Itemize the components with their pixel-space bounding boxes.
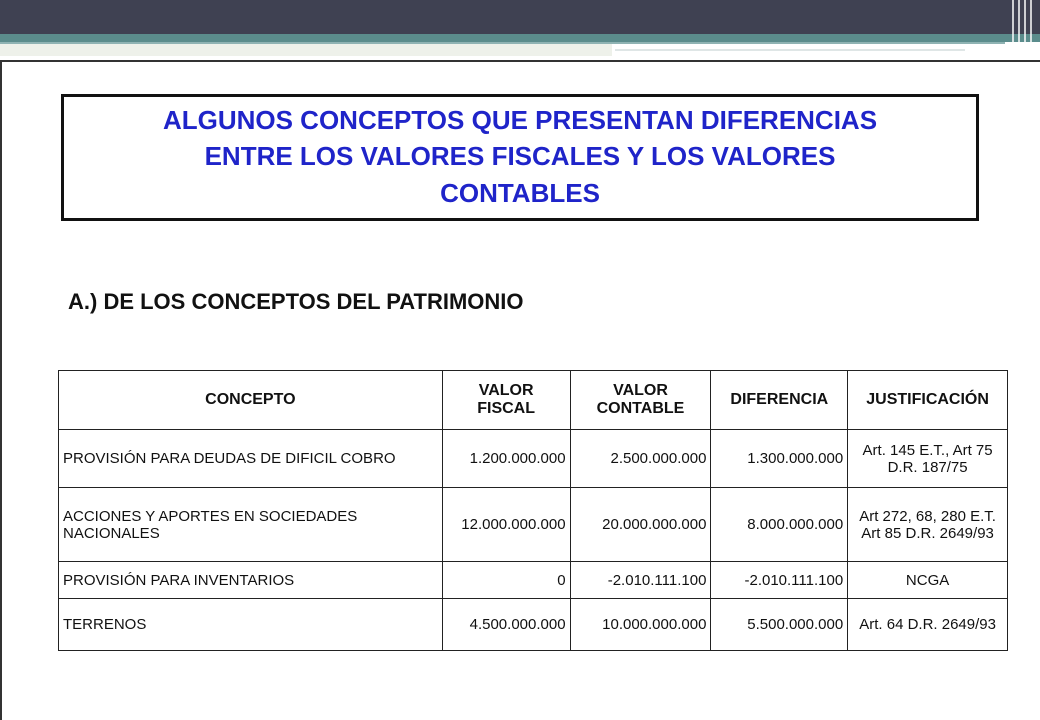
corner-decoration bbox=[1008, 0, 1040, 60]
cell-concepto: PROVISIÓN PARA DEUDAS DE DIFICIL COBRO bbox=[59, 430, 443, 488]
title-line-3: CONTABLES bbox=[440, 178, 600, 208]
cell-diferencia: 5.500.000.000 bbox=[711, 599, 848, 651]
section-title: A.) DE LOS CONCEPTOS DEL PATRIMONIO bbox=[68, 289, 524, 314]
cell-diferencia: -2.010.111.100 bbox=[711, 562, 848, 599]
cell-valor-contable: 10.000.000.000 bbox=[570, 599, 711, 651]
title-line-1: ALGUNOS CONCEPTOS QUE PRESENTAN DIFERENCIAS bbox=[162, 105, 878, 135]
table-header-row bbox=[59, 371, 1008, 430]
header-diferencia: DIFERENCIA bbox=[711, 371, 848, 430]
cell-justificacion: NCGA bbox=[848, 562, 1008, 599]
cell-valor-fiscal: 12.000.000.000 bbox=[442, 488, 570, 562]
cell-valor-contable: 20.000.000.000 bbox=[570, 488, 711, 562]
header-justificacion: JUSTIFICACIÓN bbox=[848, 371, 1008, 430]
header-accent-line bbox=[0, 42, 1005, 44]
header-concepto: CONCEPTO bbox=[59, 371, 443, 430]
cell-diferencia: 1.300.000.000 bbox=[711, 430, 848, 488]
cell-valor-contable: -2.010.111.100 bbox=[570, 562, 711, 599]
cell-concepto: ACCIONES Y APORTES EN SOCIEDADES NACIONALES bbox=[59, 488, 443, 562]
table-row bbox=[59, 430, 1008, 488]
patrimonio-table bbox=[58, 370, 1008, 651]
cell-justificacion: Art. 145 E.T., Art 75 D.R. 187/75 bbox=[848, 430, 1008, 488]
cell-diferencia: 8.000.000.000 bbox=[711, 488, 848, 562]
cell-concepto: TERRENOS bbox=[59, 599, 443, 651]
header-accent-band bbox=[0, 34, 1040, 42]
header-strip bbox=[0, 44, 612, 56]
cell-valor-fiscal: 4.500.000.000 bbox=[442, 599, 570, 651]
cell-concepto: PROVISIÓN PARA INVENTARIOS bbox=[59, 562, 443, 599]
cell-valor-fiscal: 0 bbox=[442, 562, 570, 599]
cell-valor-fiscal: 1.200.000.000 bbox=[442, 430, 570, 488]
header-valor-fiscal: VALOR FISCAL bbox=[442, 371, 570, 430]
header-highlight-line bbox=[615, 49, 965, 51]
table-row bbox=[59, 488, 1008, 562]
title-box bbox=[61, 94, 979, 221]
cell-justificacion: Art. 64 D.R. 2649/93 bbox=[848, 599, 1008, 651]
cell-justificacion: Art 272, 68, 280 E.T. Art 85 D.R. 2649/93 bbox=[848, 488, 1008, 562]
table-row bbox=[59, 562, 1008, 599]
title-line-2: ENTRE LOS VALORES FISCALES Y LOS VALORES bbox=[204, 141, 836, 171]
cell-valor-contable: 2.500.000.000 bbox=[570, 430, 711, 488]
slide-header-bar bbox=[0, 0, 1040, 34]
table-row bbox=[59, 599, 1008, 651]
header-valor-contable: VALOR CONTABLE bbox=[570, 371, 711, 430]
